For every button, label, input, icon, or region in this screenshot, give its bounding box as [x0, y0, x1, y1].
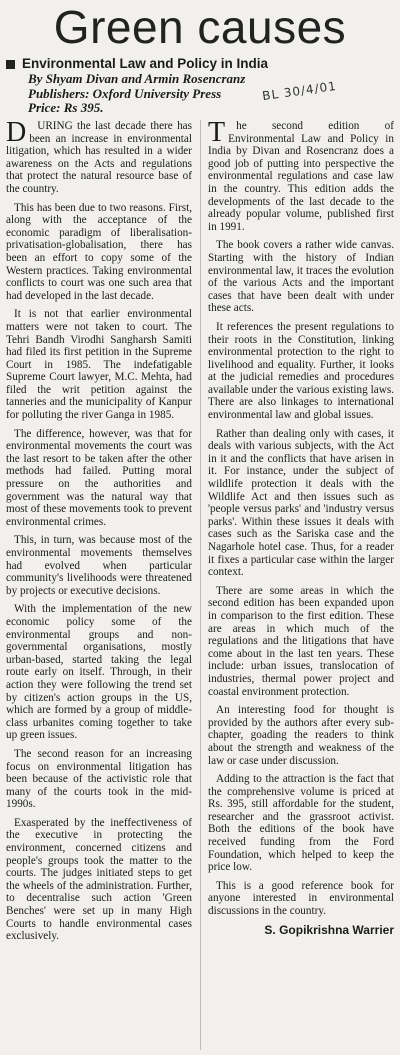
article-paragraph: This has been due to two reasons. First, along with the acceptance of the economic paradigm of liberalisation- privatisation-globalisation, there has been an effort to copy some of the Western practices. Taking environmental conflicts to court was one such area that had developed in the last decade.	[6, 201, 192, 302]
publisher: Publishers: Oxford University Press	[28, 85, 222, 101]
article-paragraph: Adding to the attraction is the fact that the comprehensive volume is priced at Rs. 395, still affordable for the student, researcher and the grassroot activist. Both the editions of the book have received funding from the Ford Foundation, which helped to keep the price low.	[208, 773, 394, 874]
authors: By Shyam Divan and Armin Rosencranz	[28, 71, 246, 86]
book-details	[6, 56, 398, 116]
article-paragraph: It references the present regulations to their roots in the Constitution, linking environmental protection to the right to livelihood and equality. Further, it looks at the judicial remedies and procedures available under the various existing laws. There are also linkages to international environmental law and global issues.	[208, 320, 394, 422]
byline: S. Gopikrishna Warrier	[264, 922, 394, 937]
article-paragraph: The second edition of Environmental Law and Policy in India by Divan and Rosencranz does a good job of putting into perspective the environmental regulations and case law in the country. This edition adds the developments of the last decade to the already popular volume, published first in 1991.	[208, 117, 394, 233]
article-paragraph: This, in turn, was because most of the environmental movements themselves had evolved when particular community's livelihoods were threatened by projects or executive decisions.	[6, 534, 192, 597]
handwritten-date-note: BL 30/4/01	[261, 78, 338, 104]
article-paragraph: The difference, however, was that for environmental movements the court was the last resort to be taken after the other methods had failed. Putting moral pressure on the authorities and government was the natural way that most of these movements took to prevent environmental crimes.	[6, 427, 192, 528]
price: Price: Rs 395.	[28, 100, 104, 115]
article-paragraph: Rather than dealing only with cases, it deals with various subjects, with the Act in it and the conflicts that have arisen in it. For instance, under the subject of wildlife protection it deals with the Wildlife Act and then issues such as 'people versus parks' and 'industry versus parks'. Within these issues it deals with cases such as the Sariska case and the Nagarhole hotel case. Thus, for a reader it fixes a particular case within the larger context.	[208, 427, 394, 579]
square-bullet-icon	[6, 60, 15, 69]
article-paragraph: It is not that earlier environmental matters were not taken to court. The Tehri Bandh Virodhi Sangharsh Samiti had filed its first petition in the Supreme Court in 1985. The indefatigable Supreme Court lawyer, M.C. Mehta, had filed the writ petition against the tanneries and the municipality of Kanpur for polluting the river Ganga in 1985.	[6, 308, 192, 422]
right-column	[208, 117, 394, 949]
book-title	[6, 56, 398, 72]
article-body	[6, 117, 394, 949]
headline: Green causes	[53, 1, 347, 53]
article-paragraph: DURING the last decade there has been an increase in environmental litigation, which has resulted in a wider awareness on the Acts and regulations that protect the natural resource base of the country.	[6, 117, 192, 195]
left-column	[6, 117, 192, 949]
article-paragraph: An interesting food for thought is provided by the authors after every sub-chapter, goading the readers to think about the strength and weakness of the law or case under discussion.	[208, 704, 394, 767]
article-paragraph: The book covers a rather wide canvas. Starting with the history of Indian environmental law, it traces the evolution of the various Acts and the important cases that have been dealt with under these acts.	[208, 239, 394, 315]
book-title-text: Environmental Law and Policy in India	[22, 56, 269, 71]
article-paragraph: The second reason for an increasing focus on environmental litigation has been because of the activistic role that many of the courts took in the mid-1990s.	[6, 747, 192, 811]
article-paragraph: Exasperated by the ineffectiveness of the executive in protecting the environment, concerned citizens and people's groups took the matter to the courts. The judges initiated steps to get the wheels of the administration. Further, to decentralise such action 'Green Benches' were set up in many High Courts to handle environmental cases exclusively.	[6, 816, 192, 943]
article-paragraph: There are some areas in which the second edition has been expanded upon in comparison to the first edition. These are areas in which much of the regulations and the litigations that have come about in the last ten years. These include: urban issues, translocation of industries, thermal power project and coastal environment protection.	[208, 584, 394, 698]
article-paragraph: With the implementation of the new economic policy some of the environmental groups and non-governmental organisations, mostly urban-based, started taking the legal route early on itself. Through, in their action they were following the trend set by citizen's action groups in the US, which are formed by a group of middle-class urbanites coming together to take up green issues.	[6, 603, 192, 742]
article-paragraph: This is a good reference book for anyone interested in environmental discussions in the country.	[208, 879, 394, 918]
